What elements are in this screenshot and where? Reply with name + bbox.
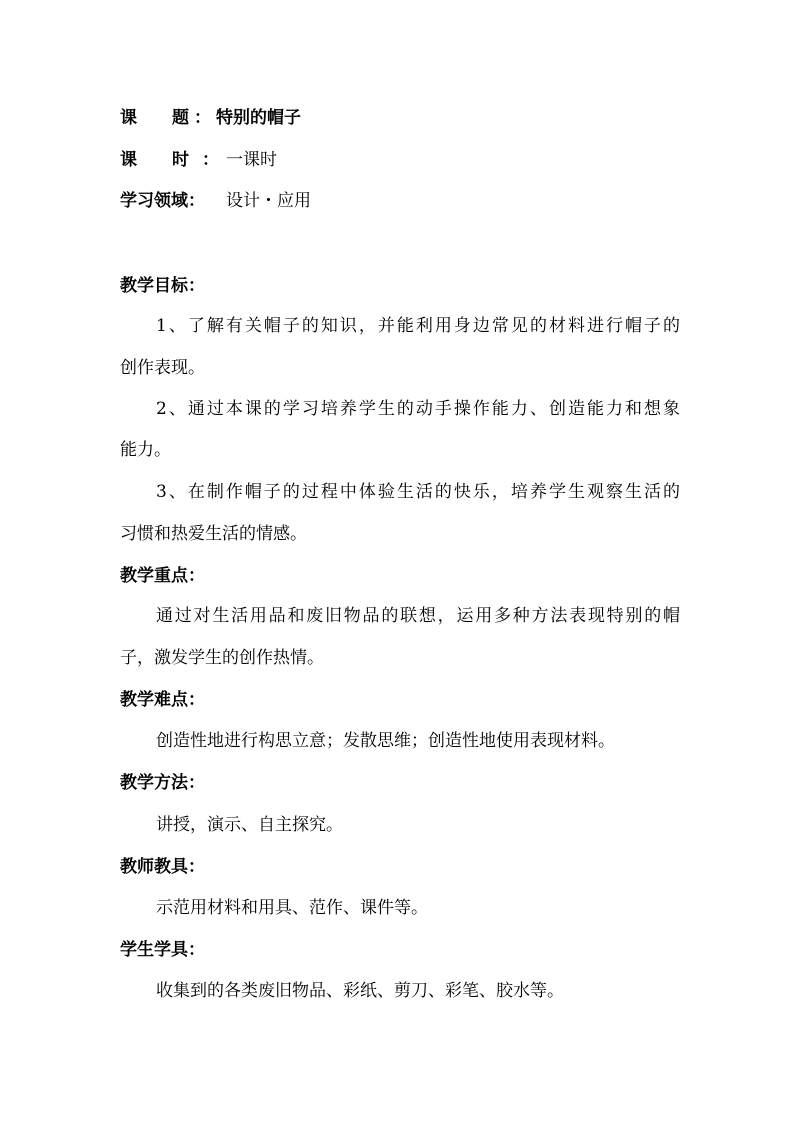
key-points-heading: 教学重点： (120, 566, 205, 586)
objective-3-line-1: 3、在制作帽子的过程中体验生活的快乐，培养学生观察生活的 (156, 482, 680, 502)
teacher-tools-heading: 教师教具： (120, 857, 205, 877)
methods-text: 讲授，演示、自主探究。 (156, 815, 343, 835)
topic-sep: ： (194, 108, 211, 128)
period-sep: ： (202, 150, 219, 170)
difficulties-heading: 教学难点： (120, 690, 205, 710)
topic-value: 特别的帽子 (216, 108, 301, 128)
objective-2-line-1: 2、通过本课的学习培养学生的动手操作能力、创造能力和想象 (156, 399, 680, 419)
period-value: 一课时 (226, 150, 277, 170)
period-label-a: 课 (120, 150, 137, 170)
field-value: 设计・应用 (226, 191, 311, 211)
field-label: 学习领域： (120, 191, 205, 211)
topic-label-a: 课 (120, 108, 137, 128)
student-tools-heading: 学生学具： (120, 940, 205, 960)
period-label-b: 时 (172, 150, 189, 170)
objective-1-line-1: 1、了解有关帽子的知识，并能利用身边常见的材料进行帽子的 (156, 316, 680, 336)
period-line (120, 150, 277, 170)
objectives-heading: 教学目标： (120, 276, 205, 296)
difficulties-text: 创造性地进行构思立意；发散思维；创造性地使用表现材料。 (156, 731, 615, 751)
objective-2-line-2: 能力。 (120, 440, 171, 460)
objective-3-line-2: 习惯和热爱生活的情感。 (120, 524, 307, 544)
key-points-line-2: 子，激发学生的创作热情。 (120, 648, 324, 668)
student-tools-text: 收集到的各类废旧物品、彩纸、剪刀、彩笔、胶水等。 (156, 981, 564, 1001)
field-line (120, 191, 311, 211)
methods-heading: 教学方法： (120, 773, 205, 793)
topic-label-b: 题 (172, 108, 189, 128)
key-points-line-1: 通过对生活用品和废旧物品的联想，运用多种方法表现特别的帽 (156, 606, 680, 626)
topic-line (120, 108, 301, 128)
teacher-tools-text: 示范用材料和用具、范作、课件等。 (156, 898, 428, 918)
objective-1-line-2: 创作表现。 (120, 358, 205, 378)
